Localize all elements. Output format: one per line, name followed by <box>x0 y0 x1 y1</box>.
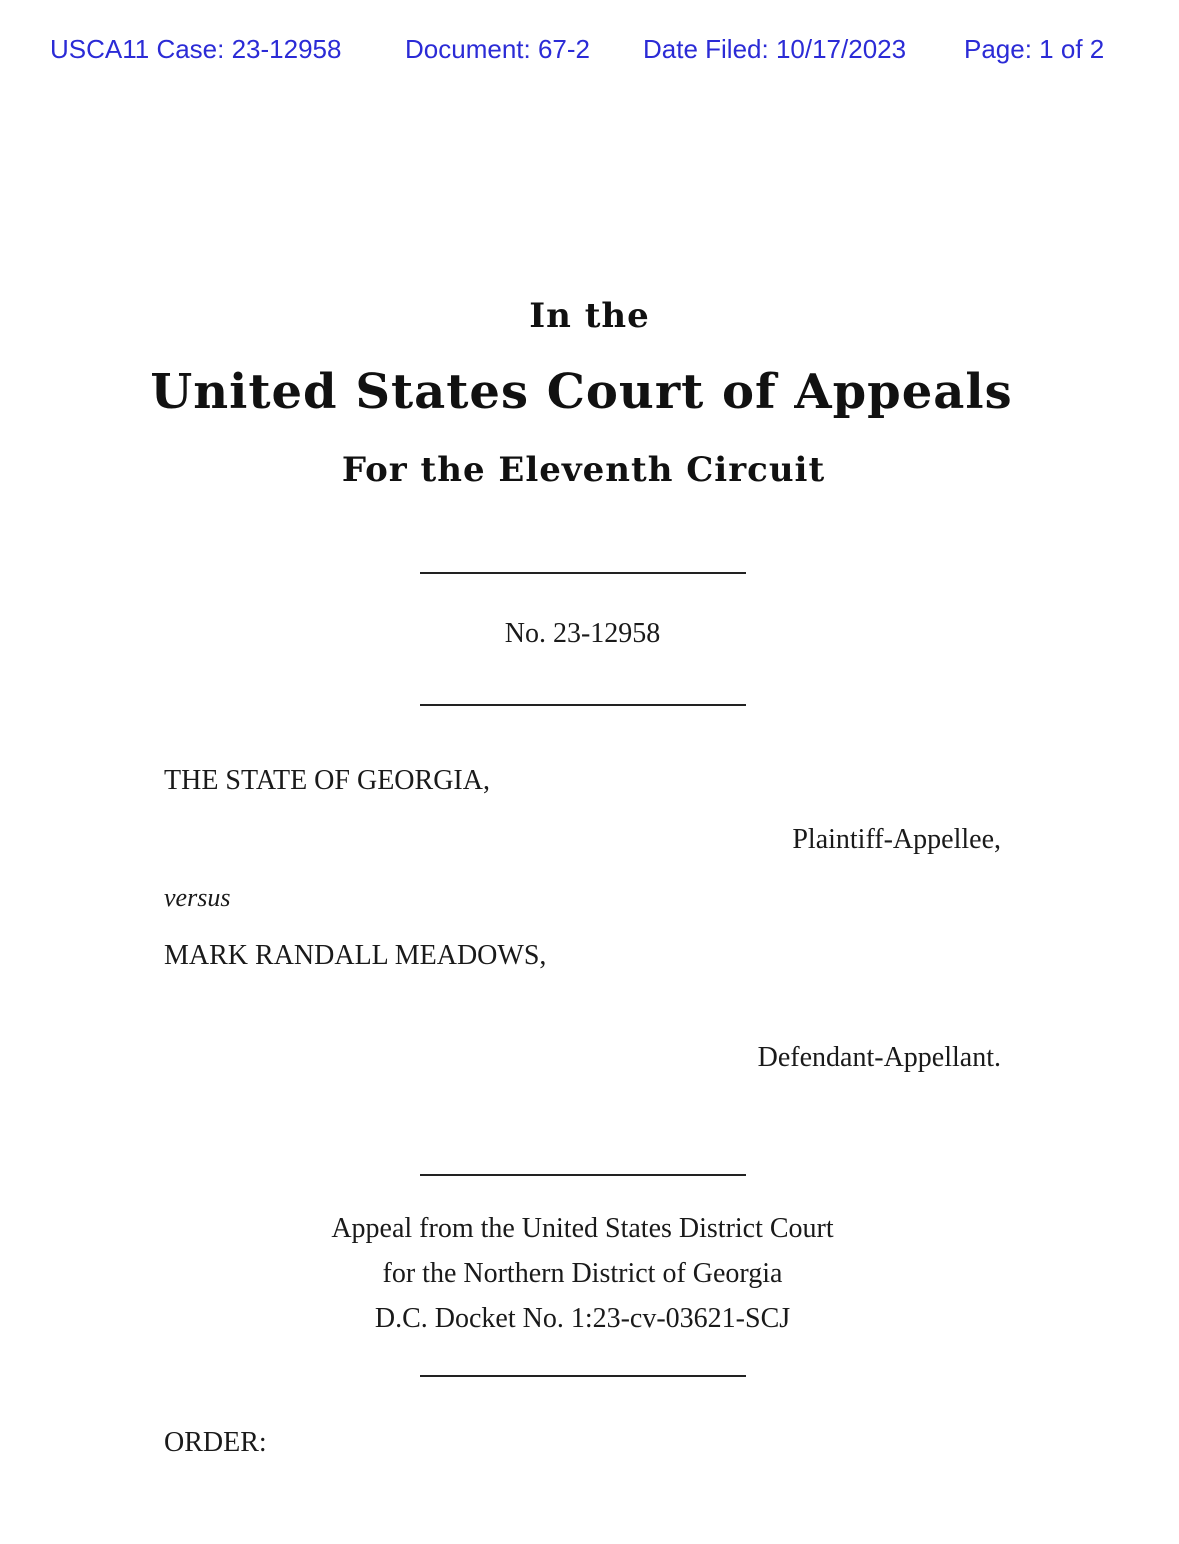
divider-rule <box>420 572 746 574</box>
filing-header-stamp <box>0 34 1179 74</box>
versus-label: versus <box>164 883 231 912</box>
stamp-date-filed: Date Filed: 10/17/2023 <box>643 34 907 64</box>
plaintiff-role: Plaintiff-Appellee, <box>792 824 1001 855</box>
stamp-page-count: Page: 1 of 2 <box>964 34 1105 64</box>
order-heading: ORDER: <box>164 1427 267 1458</box>
divider-rule <box>420 704 746 706</box>
appeal-district-line: for the Northern District of Georgia <box>382 1258 783 1289</box>
stamp-document-number: Document: 67-2 <box>405 34 590 64</box>
stamp-case-number: USCA11 Case: 23-12958 <box>50 34 342 64</box>
court-caption-in-the: In the <box>529 296 650 336</box>
plaintiff-name: THE STATE OF GEORGIA, <box>164 765 490 796</box>
court-caption-circuit: For the Eleventh Circuit <box>341 450 826 490</box>
appeal-origin-line: Appeal from the United States District Court <box>331 1213 834 1244</box>
divider-rule <box>420 1174 746 1176</box>
case-number: No. 23-12958 <box>504 618 661 649</box>
docket-number-line: D.C. Docket No. 1:23-cv-03621-SCJ <box>374 1303 791 1334</box>
court-caption-title: United States Court of Appeals <box>150 364 1013 420</box>
defendant-role: Defendant-Appellant. <box>757 1042 1001 1073</box>
defendant-name: MARK RANDALL MEADOWS, <box>164 940 547 971</box>
divider-rule <box>420 1375 746 1377</box>
